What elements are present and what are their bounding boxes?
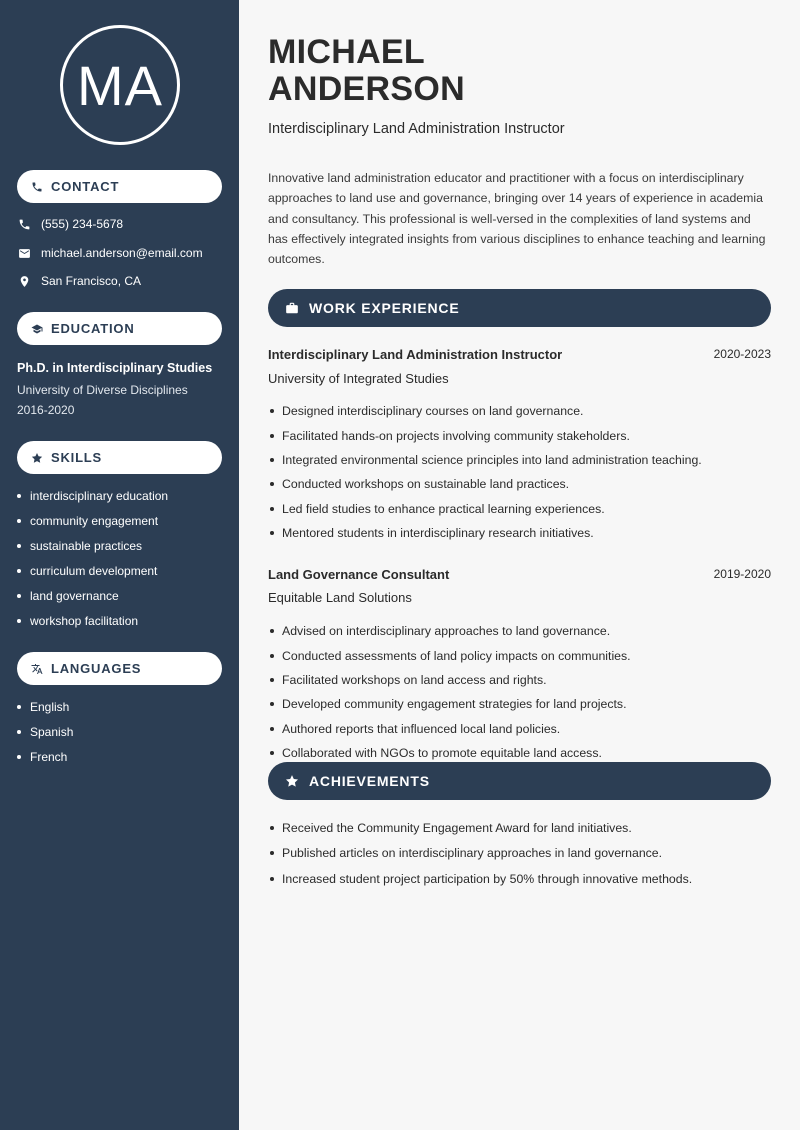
languages-heading <box>17 652 222 685</box>
bullet-item: Mentored students in interdisciplinary research initiatives. <box>270 521 770 545</box>
education-school: University of Diverse Disciplines <box>17 383 188 397</box>
achievement-item: Increased student project participation by 50% through innovative methods. <box>270 866 770 892</box>
bullet-item: Designed interdisciplinary courses on land governance. <box>270 399 770 423</box>
achievements-list <box>270 815 770 892</box>
languages-heading-label: LANGUAGES <box>51 661 142 676</box>
bullet-item: Collaborated with NGOs to promote equitable land access. <box>270 741 770 765</box>
education-heading-label: EDUCATION <box>51 321 135 336</box>
location-text: San Francisco, CA <box>41 274 142 288</box>
job-2-company: Equitable Land Solutions <box>268 590 412 605</box>
contact-heading <box>17 170 222 203</box>
education-degree: Ph.D. in Interdisciplinary Studies <box>17 361 213 375</box>
education-heading <box>17 312 222 345</box>
mail-icon <box>17 246 31 260</box>
language-item: English <box>17 694 73 719</box>
briefcase-icon <box>285 301 299 315</box>
skill-item: curriculum development <box>17 558 168 583</box>
achievements-heading-label: ACHIEVEMENTS <box>309 773 430 789</box>
graduation-cap-icon <box>31 323 43 335</box>
monogram-avatar: MA <box>60 25 180 145</box>
first-name: MICHAEL <box>268 33 425 71</box>
languages-list <box>17 694 73 769</box>
contact-heading-label: CONTACT <box>51 179 120 194</box>
skill-item: interdisciplinary education <box>17 483 168 508</box>
job-1-company: University of Integrated Studies <box>268 371 449 386</box>
bullet-item: Authored reports that influenced local land policies. <box>270 717 770 741</box>
skills-heading-label: SKILLS <box>51 450 103 465</box>
star-icon <box>31 452 43 464</box>
bullet-item: Led field studies to enhance practical learning experiences. <box>270 497 770 521</box>
job-1-bullets <box>270 399 770 545</box>
achievement-item: Received the Community Engagement Award for land initiatives. <box>270 815 770 841</box>
language-item: French <box>17 744 73 769</box>
skill-item: land governance <box>17 583 168 608</box>
profile-summary: Innovative land administration educator and practitioner with a focus on interdisciplinary approaches to land use and governance, bringing over 14 years of experience in academia and consultancy. This professional is well-versed in the complexities of land systems and has effectively integrated insights from various disciplines to enhance teaching and learning outcomes. <box>268 171 766 267</box>
skill-item: community engagement <box>17 508 168 533</box>
bullet-item: Advised on interdisciplinary approaches to land governance. <box>270 619 770 643</box>
job-2-bullets <box>270 619 770 765</box>
bullet-item: Facilitated workshops on land access and rights. <box>270 668 770 692</box>
achievements-heading <box>268 762 771 800</box>
location-pin-icon <box>17 274 31 288</box>
star-icon <box>285 774 299 788</box>
achievement-item: Published articles on interdisciplinary approaches in land governance. <box>270 841 770 867</box>
contact-phone[interactable] <box>17 217 123 231</box>
bullet-item: Conducted assessments of land policy impacts on communities. <box>270 643 770 667</box>
bullet-item: Conducted workshops on sustainable land practices. <box>270 472 770 496</box>
job-2-dates: 2019-2020 <box>713 567 771 581</box>
education-years: 2016-2020 <box>17 403 75 417</box>
job-1-title: Interdisciplinary Land Administration Instructor <box>268 347 563 362</box>
job-2-title: Land Governance Consultant <box>268 567 450 582</box>
bullet-item: Developed community engagement strategies for land projects. <box>270 692 770 716</box>
contact-email[interactable] <box>17 246 203 260</box>
work-experience-heading <box>268 289 771 327</box>
work-experience-heading-label: WORK EXPERIENCE <box>309 300 460 316</box>
job-1-dates: 2020-2023 <box>713 347 771 361</box>
last-name: ANDERSON <box>268 70 465 108</box>
translate-icon <box>31 663 43 675</box>
language-item: Spanish <box>17 719 73 744</box>
skill-item: sustainable practices <box>17 533 168 558</box>
phone-icon <box>17 217 31 231</box>
job-title-headline: Interdisciplinary Land Administration Instructor <box>268 121 565 137</box>
full-name <box>268 34 465 108</box>
contact-location <box>17 274 141 288</box>
skills-list <box>17 483 168 633</box>
bullet-item: Facilitated hands-on projects involving community stakeholders. <box>270 423 770 447</box>
phone-text: (555) 234-5678 <box>41 217 124 231</box>
email-text: michael.anderson@email.com <box>41 246 203 260</box>
sidebar <box>0 0 239 1130</box>
phone-icon <box>31 181 43 193</box>
bullet-item: Integrated environmental science principles into land administration teaching. <box>270 448 770 472</box>
skills-heading <box>17 441 222 474</box>
skill-item: workshop facilitation <box>17 608 168 633</box>
